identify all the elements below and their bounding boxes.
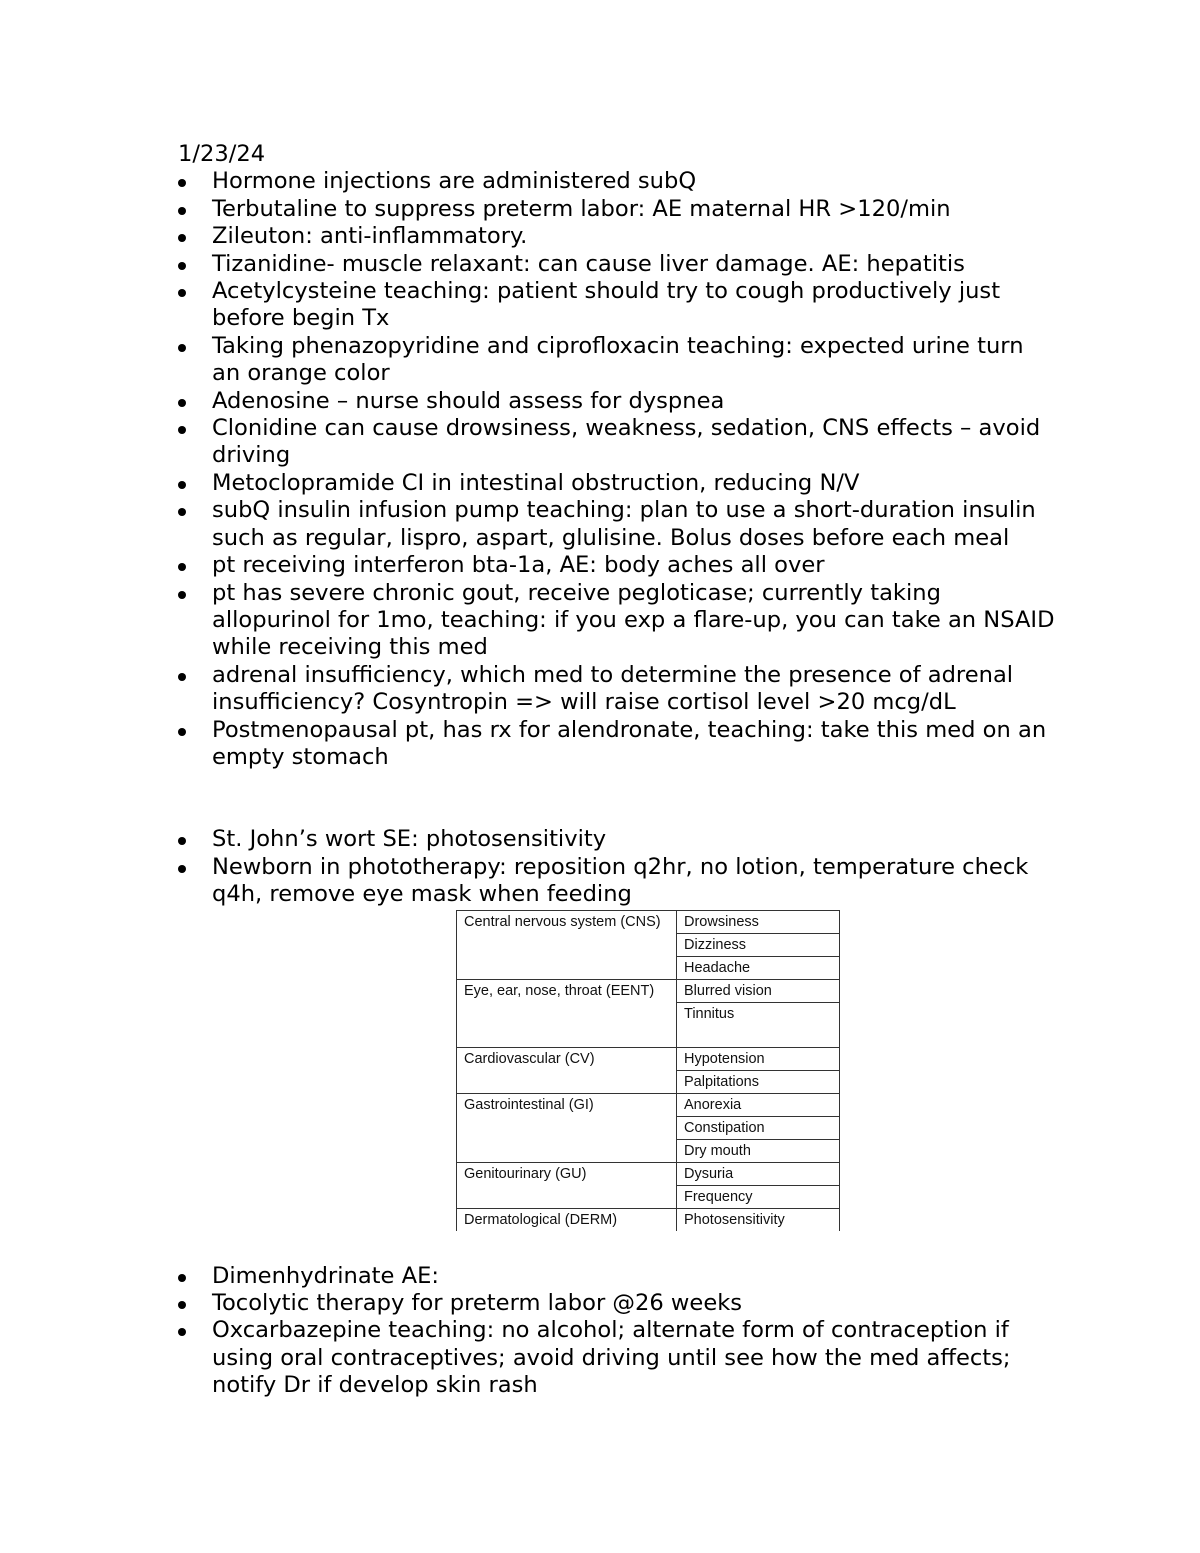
effect-cell: Constipation	[677, 1116, 840, 1139]
note-date: 1/23/24	[178, 141, 266, 167]
system-cell: Dermatological (DERM)	[457, 1208, 677, 1231]
list-item: St. John’s wort SE: photosensitivity	[178, 826, 1058, 853]
effect-cell: Tinnitus	[677, 1002, 840, 1047]
notes-list-a	[178, 168, 1058, 771]
system-cell: Gastrointestinal (GI)	[457, 1093, 677, 1162]
system-cell: Eye, ear, nose, throat (EENT)	[457, 979, 677, 1047]
adverse-effects-figure	[178, 909, 1058, 1263]
list-item: subQ insulin infusion pump teaching: plan to use a short-duration insulin such as regular, lispro, aspart, glulisine. Bolus doses before each meal	[178, 497, 1058, 552]
system-cell: Genitourinary (GU)	[457, 1162, 677, 1208]
list-item: Newborn in phototherapy: reposition q2hr, no lotion, temperature check q4h, remove eye mask when feeding	[178, 854, 1058, 909]
list-item: Hormone injections are administered subQ	[178, 168, 1058, 195]
list-item: Terbutaline to suppress preterm labor: AE maternal HR >120/min	[178, 196, 1058, 223]
notes-list-c	[178, 1263, 1058, 1400]
list-item: Clonidine can cause drowsiness, weakness, sedation, CNS effects – avoid driving	[178, 415, 1058, 470]
list-item: adrenal insufficiency, which med to determine the presence of adrenal insufficiency? Cosyntropin => will raise cortisol level >20 mcg/dL	[178, 662, 1058, 717]
list-item: pt has severe chronic gout, receive pegloticase; currently taking allopurinol for 1mo, teaching: if you exp a flare-up, you can take an NSAID while receiving this med	[178, 580, 1058, 662]
effect-cell: Headache	[677, 956, 840, 979]
effect-cell: Hypotension	[677, 1047, 840, 1070]
adverse-effects-table	[456, 910, 840, 1231]
effect-cell: Dry mouth	[677, 1139, 840, 1162]
effect-cell: Anorexia	[677, 1093, 840, 1116]
list-item: Adenosine – nurse should assess for dyspnea	[178, 388, 1058, 415]
list-item: Acetylcysteine teaching: patient should try to cough productively just before begin Tx	[178, 278, 1058, 333]
effect-cell: Drowsiness	[677, 910, 840, 933]
blank-paragraph	[178, 771, 1058, 826]
system-cell: Central nervous system (CNS)	[457, 910, 677, 979]
list-item: Tocolytic therapy for preterm labor @26 weeks	[178, 1290, 1058, 1317]
effect-cell: Blurred vision	[677, 979, 840, 1002]
effect-cell: Frequency	[677, 1185, 840, 1208]
list-item: Oxcarbazepine teaching: no alcohol; alternate form of contraception if using oral contraceptives; avoid driving until see how the med affects; notify Dr if develop skin rash	[178, 1317, 1058, 1399]
list-item: Taking phenazopyridine and ciprofloxacin teaching: expected urine turn an orange color	[178, 333, 1058, 388]
document-body	[178, 141, 1058, 1400]
effect-cell: Palpitations	[677, 1070, 840, 1093]
list-item: Zileuton: anti-inflammatory.	[178, 223, 1058, 250]
notes-list-b	[178, 826, 1058, 908]
list-item: Dimenhydrinate AE:	[178, 1263, 1058, 1290]
effect-cell: Dizziness	[677, 933, 840, 956]
list-item: Tizanidine- muscle relaxant: can cause liver damage. AE: hepatitis	[178, 251, 1058, 278]
list-item: pt receiving interferon bta-1a, AE: body aches all over	[178, 552, 1058, 579]
effect-cell: Dysuria	[677, 1162, 840, 1185]
list-item: Postmenopausal pt, has rx for alendronate, teaching: take this med on an empty stomach	[178, 717, 1058, 772]
list-item: Metoclopramide CI in intestinal obstruction, reducing N/V	[178, 470, 1058, 497]
system-cell: Cardiovascular (CV)	[457, 1047, 677, 1093]
effect-cell: Photosensitivity	[677, 1208, 840, 1231]
